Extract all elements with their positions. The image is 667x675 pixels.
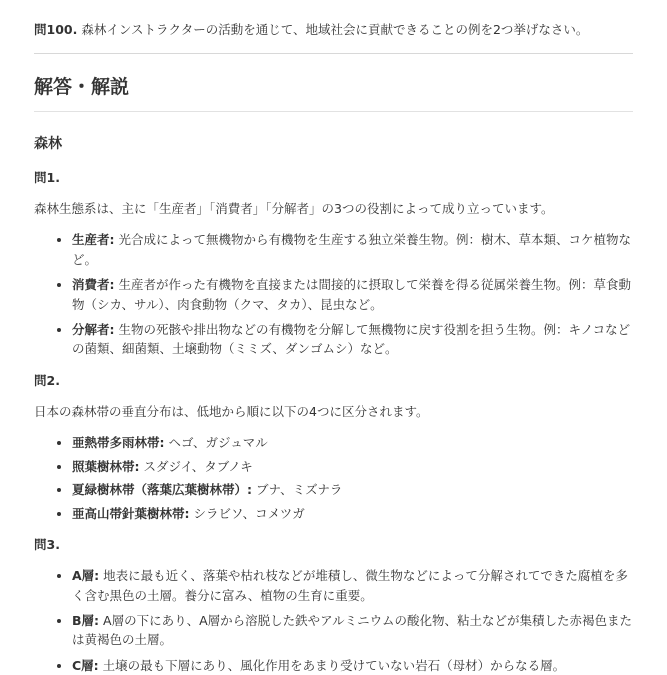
top-question-label: 問100. xyxy=(34,22,78,37)
list-item xyxy=(72,566,633,605)
q1-intro: 森林生態系は、主に「生産者」「消費者」「分解者」の3つの役割によって成り立っています。 xyxy=(34,201,554,217)
item-desc: 生物の死骸や排出物などの有機物を分解して無機物に戻す役割を担う生物。例：キノコなどの菌類、細菌類、土壌動物（ミミズ、ダンゴムシ）など。 xyxy=(72,321,631,357)
q1-list xyxy=(34,230,633,358)
item-desc: A層の下にあり、A層から溶脱した鉄やアルミニウムの酸化物、粘土などが集積した赤褐色または黄褐色の土層。 xyxy=(72,613,632,648)
answer-heading: 解答・解説 xyxy=(34,76,130,99)
q3-heading: 問3. xyxy=(34,536,60,552)
item-desc: 生産者が作った有機物を直接または間接的に摂取して栄養を得る従属栄養生物。例：草食動物（シカ、サル）、肉食動物（クマ、タカ）、昆虫など。 xyxy=(72,277,631,312)
item-term: 消費者: xyxy=(72,277,115,293)
item-term: 照葉樹林帯: xyxy=(72,458,140,474)
item-desc: 光合成によって無機物から有機物を生産する独立栄養生物。例：樹木、草本類、コケ植物など。 xyxy=(72,232,631,267)
list-item xyxy=(72,457,633,476)
item-desc: ヘゴ、ガジュマル xyxy=(168,435,268,451)
heading-divider xyxy=(34,111,633,112)
item-desc: ブナ、ミズナラ xyxy=(255,482,343,498)
top-question xyxy=(34,20,633,39)
list-item xyxy=(72,656,633,675)
list-item xyxy=(72,275,633,314)
item-term: 分解者: xyxy=(72,321,115,337)
item-desc: 地表に最も近く、落葉や枯れ枝などが堆積し、微生物などによって分解されてできた腐植を多く含む黒色の土層。養分に富み、植物の生育に重要。 xyxy=(72,568,628,603)
divider xyxy=(34,53,633,54)
q2-intro: 日本の森林帯の垂直分布は、低地から順に以下の4つに区分されます。 xyxy=(34,404,429,420)
item-term: 亜高山帯針葉樹林帯: xyxy=(72,505,190,521)
item-desc: シラビソ、コメツガ xyxy=(193,505,305,521)
item-term: 生産者: xyxy=(72,232,115,248)
item-term: 夏緑樹林帯（落葉広葉樹林帯）: xyxy=(72,482,252,498)
q2-heading: 問2. xyxy=(34,372,60,388)
item-desc: 土壌の最も下層にあり、風化作用をあまり受けていない岩石（母材）からなる層。 xyxy=(102,657,566,673)
list-item xyxy=(72,433,633,452)
item-term: 亜熱帯多雨林帯: xyxy=(72,435,165,451)
list-item xyxy=(72,230,633,269)
q2-list xyxy=(34,433,633,523)
item-desc: スダジイ、タブノキ xyxy=(143,458,253,474)
list-item xyxy=(72,320,633,359)
q1-heading: 問1. xyxy=(34,169,60,185)
subject-heading: 森林 xyxy=(34,135,62,152)
item-term: C層: xyxy=(72,657,99,673)
top-question-text: 森林インストラクターの活動を通じて、地域社会に貢献できることの例を2つ挙げなさい。 xyxy=(81,22,589,37)
item-term: A層: xyxy=(72,568,100,584)
list-item xyxy=(72,611,633,650)
item-term: B層: xyxy=(72,613,100,629)
list-item xyxy=(72,504,633,523)
q3-list xyxy=(34,566,633,675)
list-item xyxy=(72,480,633,499)
